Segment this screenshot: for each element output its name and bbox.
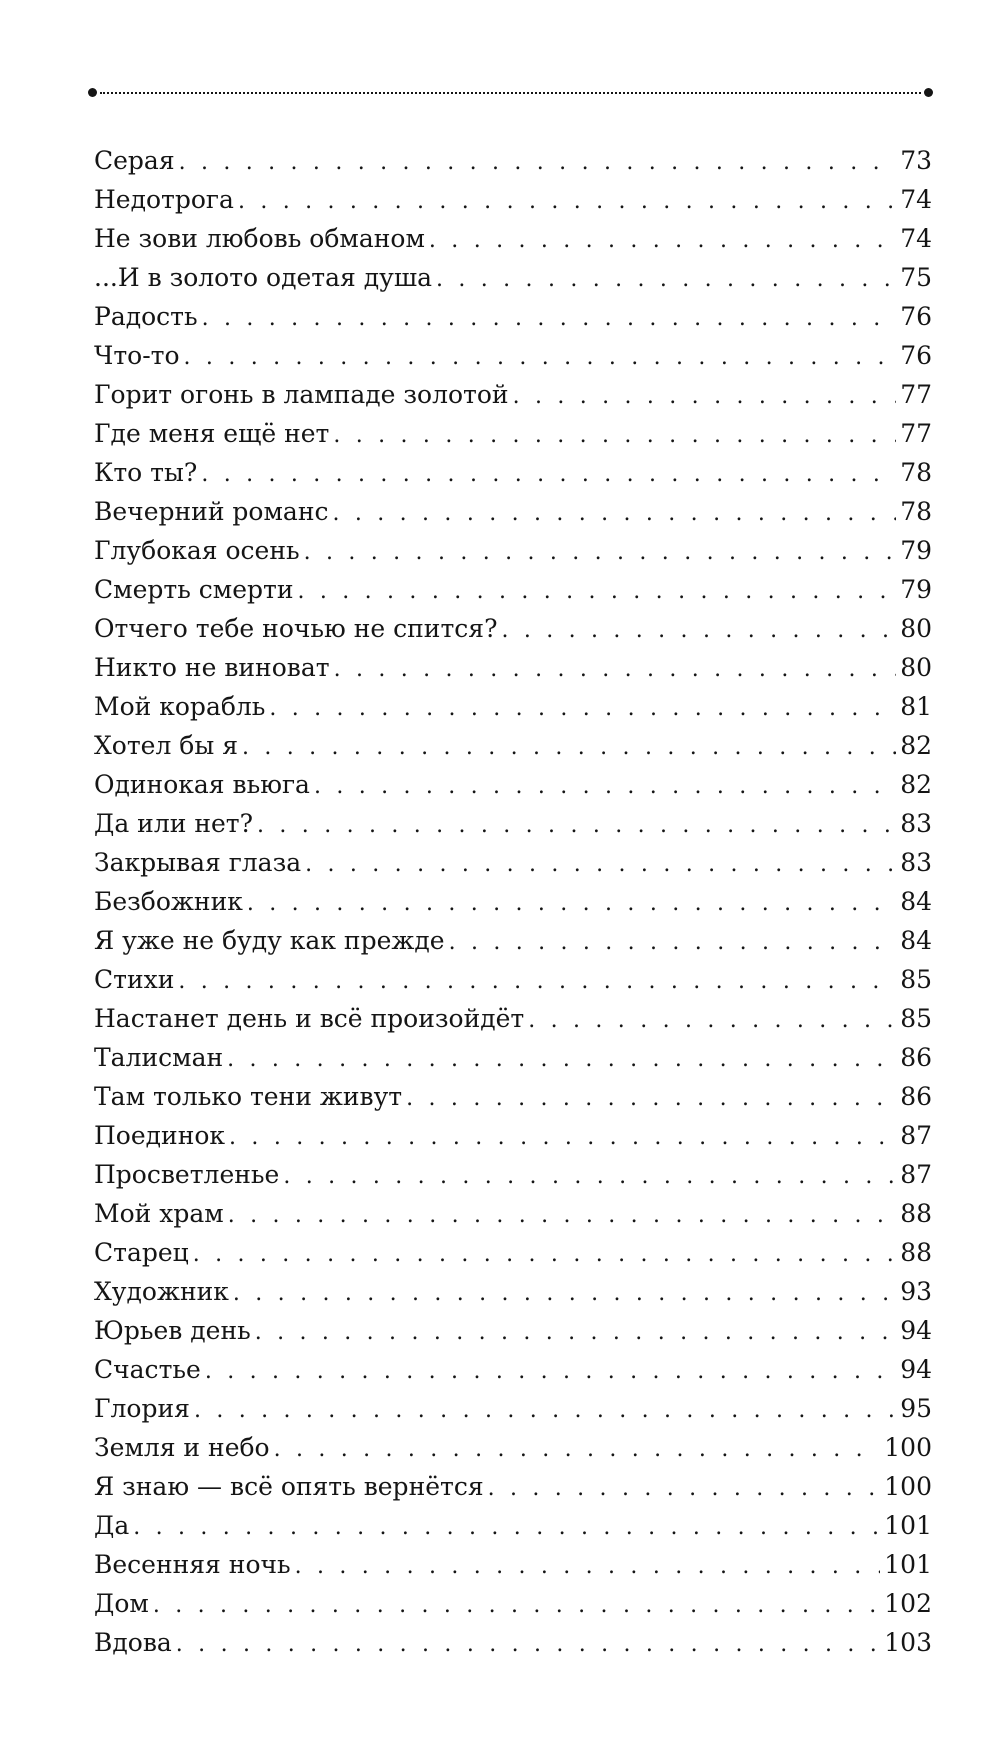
toc-page-number: 94 (900, 1355, 932, 1384)
toc-entry (94, 648, 932, 687)
toc-dot-leader (242, 728, 896, 767)
toc-entry (94, 531, 932, 570)
toc-dot-leader (488, 1469, 881, 1508)
toc-title: Да или нет? (94, 809, 254, 838)
toc-title: Настанет день и всё произойдёт (94, 1004, 525, 1033)
toc-page-number: 95 (900, 1394, 932, 1423)
toc-dot-leader (333, 494, 897, 533)
toc-title: Хотел бы я (94, 731, 238, 760)
toc-title: Серая (94, 146, 175, 175)
toc-entry (94, 999, 932, 1038)
toc-dot-leader (295, 1547, 881, 1586)
toc-title: Радость (94, 302, 198, 331)
rule-dotted-line (100, 92, 921, 94)
toc-page-number: 94 (900, 1316, 932, 1345)
toc-title: Мой корабль (94, 692, 266, 721)
toc-entry (94, 492, 932, 531)
toc-page-number: 85 (900, 965, 932, 994)
toc-page-number: 84 (900, 887, 932, 916)
toc-entry (94, 1155, 932, 1194)
toc-dot-leader (153, 1586, 880, 1625)
toc-entry (94, 219, 932, 258)
toc-dot-leader (314, 767, 896, 806)
toc-page-number: 75 (900, 263, 932, 292)
toc-title: Старец (94, 1238, 189, 1267)
toc-dot-leader (202, 299, 897, 338)
toc-page-number: 76 (900, 302, 932, 331)
rule-end-dot-right (924, 88, 933, 97)
toc-dot-leader (334, 650, 897, 689)
toc-title: Там только тени живут (94, 1082, 403, 1111)
toc-entry (94, 375, 932, 414)
toc-page-number: 74 (900, 185, 932, 214)
toc-title: Смерть смерти (94, 575, 294, 604)
toc-title: Весенняя ночь (94, 1550, 291, 1579)
toc-page-number: 83 (900, 848, 932, 877)
toc-dot-leader (501, 611, 896, 650)
toc-page-number: 87 (900, 1160, 932, 1189)
toc-page-number: 79 (900, 536, 932, 565)
toc-title: Дом (94, 1589, 149, 1618)
toc-dot-leader (305, 845, 896, 884)
toc-title: Глория (94, 1394, 190, 1423)
toc-entry (94, 1077, 932, 1116)
toc-dot-leader (255, 1313, 896, 1352)
toc-title: Я знаю — всё опять вернётся (94, 1472, 484, 1501)
toc-page-number: 100 (884, 1472, 932, 1501)
toc-page-number: 80 (900, 614, 932, 643)
toc-page-number: 88 (900, 1238, 932, 1267)
toc-entry (94, 921, 932, 960)
toc-title: Земля и небо (94, 1433, 270, 1462)
toc-entry (94, 726, 932, 765)
toc-dot-leader (513, 377, 897, 416)
toc-page-number: 80 (900, 653, 932, 682)
toc-entry (94, 570, 932, 609)
toc-dot-leader (449, 923, 897, 962)
toc-dot-leader (274, 1430, 881, 1469)
toc-entry (94, 843, 932, 882)
toc-title: Не зови любовь обманом (94, 224, 425, 253)
toc-page-number: 77 (900, 380, 932, 409)
dotted-header-rule (88, 88, 933, 98)
toc-page-number: 74 (900, 224, 932, 253)
toc-dot-leader (176, 1625, 880, 1664)
toc-page-number: 100 (884, 1433, 932, 1462)
toc-entry (94, 960, 932, 999)
toc-dot-leader (283, 1157, 896, 1196)
toc-dot-leader (205, 1352, 896, 1391)
toc-entry (94, 180, 932, 219)
toc-dot-leader (528, 1001, 896, 1040)
toc-entry (94, 258, 932, 297)
toc-entry (94, 765, 932, 804)
toc-page-number: 102 (884, 1589, 932, 1618)
toc-title: Мой храм (94, 1199, 224, 1228)
toc-entry (94, 1545, 932, 1584)
toc-page-number: 81 (900, 692, 932, 721)
toc-title: Что-то (94, 341, 180, 370)
toc-title: Художник (94, 1277, 229, 1306)
toc-page-number: 76 (900, 341, 932, 370)
toc-dot-leader (333, 416, 896, 455)
toc-entry (94, 336, 932, 375)
toc-title: Юрьев день (94, 1316, 251, 1345)
toc-entry (94, 1350, 932, 1389)
toc-title: Закрывая глаза (94, 848, 302, 877)
toc-dot-leader (257, 806, 896, 845)
rule-end-dot-left (88, 88, 97, 97)
toc-dot-leader (429, 221, 896, 260)
toc-title: Поединок (94, 1121, 226, 1150)
toc-title: Да (94, 1511, 130, 1540)
toc-title: Недотрога (94, 185, 234, 214)
toc-page-number: 82 (900, 731, 932, 760)
toc-dot-leader (194, 1391, 896, 1430)
toc-title: ...И в золото одетая душа (94, 263, 433, 292)
table-of-contents (94, 141, 932, 1662)
toc-dot-leader (133, 1508, 880, 1547)
toc-dot-leader (233, 1274, 896, 1313)
toc-page-number: 77 (900, 419, 932, 448)
toc-page-number: 84 (900, 926, 932, 955)
toc-title: Талисман (94, 1043, 224, 1072)
toc-entry (94, 1428, 932, 1467)
toc-dot-leader (304, 533, 897, 572)
toc-entry (94, 141, 932, 180)
toc-page-number: 83 (900, 809, 932, 838)
toc-entry (94, 1584, 932, 1623)
toc-entry (94, 1116, 932, 1155)
toc-page-number: 101 (884, 1550, 932, 1579)
toc-dot-leader (406, 1079, 896, 1118)
toc-page-number: 85 (900, 1004, 932, 1033)
toc-dot-leader (201, 455, 896, 494)
toc-page-number: 93 (900, 1277, 932, 1306)
toc-entry (94, 687, 932, 726)
toc-entry (94, 882, 932, 921)
toc-page-number: 86 (900, 1082, 932, 1111)
toc-dot-leader (238, 182, 896, 221)
toc-dot-leader (228, 1196, 896, 1235)
toc-entry (94, 1038, 932, 1077)
toc-dot-leader (269, 689, 896, 728)
toc-page-number: 79 (900, 575, 932, 604)
toc-dot-leader (227, 1040, 896, 1079)
toc-title: Я уже не буду как прежде (94, 926, 445, 955)
toc-entry (94, 1272, 932, 1311)
toc-entry (94, 1389, 932, 1428)
toc-entry (94, 804, 932, 843)
toc-dot-leader (298, 572, 897, 611)
toc-page-number: 87 (900, 1121, 932, 1150)
toc-title: Счастье (94, 1355, 201, 1384)
toc-title: Глубокая осень (94, 536, 300, 565)
toc-page-number: 78 (900, 458, 932, 487)
toc-entry (94, 1311, 932, 1350)
toc-page-number: 86 (900, 1043, 932, 1072)
toc-entry (94, 1194, 932, 1233)
toc-page-number: 88 (900, 1199, 932, 1228)
toc-title: Вдова (94, 1628, 172, 1657)
toc-page-number: 73 (900, 146, 932, 175)
toc-page-number: 101 (884, 1511, 932, 1540)
toc-title: Горит огонь в лампаде золотой (94, 380, 509, 409)
toc-entry (94, 453, 932, 492)
toc-title: Стихи (94, 965, 175, 994)
toc-entry (94, 1233, 932, 1272)
toc-title: Одинокая вьюга (94, 770, 310, 799)
toc-title: Вечерний романс (94, 497, 329, 526)
toc-dot-leader (247, 884, 896, 923)
toc-entry (94, 414, 932, 453)
toc-title: Никто не виноват (94, 653, 330, 682)
toc-dot-leader (178, 962, 896, 1001)
toc-dot-leader (184, 338, 897, 377)
toc-page-number: 103 (884, 1628, 932, 1657)
toc-dot-leader (179, 143, 897, 182)
toc-dot-leader (436, 260, 896, 299)
toc-dot-leader (229, 1118, 896, 1157)
toc-title: Безбожник (94, 887, 243, 916)
toc-page-number: 78 (900, 497, 932, 526)
toc-entry (94, 1467, 932, 1506)
toc-entry (94, 297, 932, 336)
toc-title: Где меня ещё нет (94, 419, 330, 448)
toc-title: Кто ты? (94, 458, 198, 487)
toc-title: Отчего тебе ночью не спится? (94, 614, 498, 643)
toc-page-number: 82 (900, 770, 932, 799)
toc-entry (94, 609, 932, 648)
toc-entry (94, 1623, 932, 1662)
toc-title: Просветленье (94, 1160, 280, 1189)
toc-entry (94, 1506, 932, 1545)
toc-dot-leader (193, 1235, 896, 1274)
